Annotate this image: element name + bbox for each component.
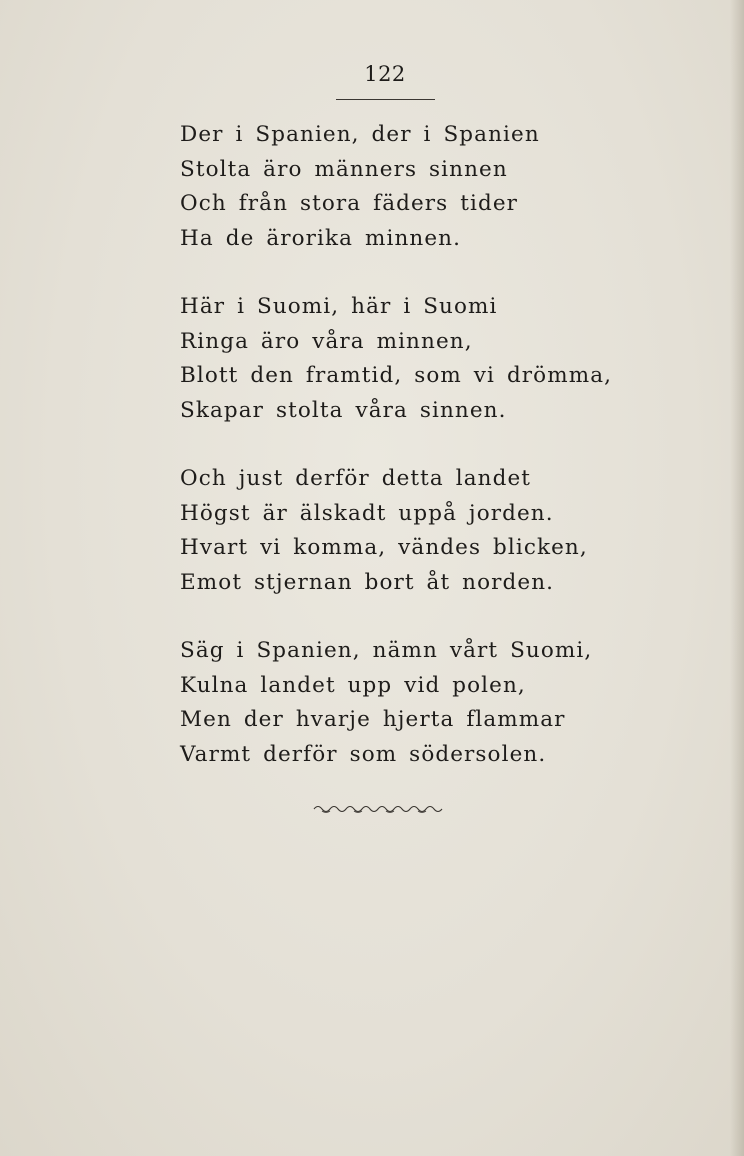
poem xyxy=(180,118,700,806)
page-number: 122 xyxy=(364,62,406,86)
stanza-3 xyxy=(180,462,700,600)
poem-line: Kulna landet upp vid polen, xyxy=(180,672,526,698)
poem-line: Högst är älskadt uppå jorden. xyxy=(180,500,554,526)
stanza-1 xyxy=(180,118,700,256)
poem-line: Varmt derför som södersolen. xyxy=(180,741,547,767)
page-edge-shadow xyxy=(730,0,744,1156)
poem-line: Här i Suomi, här i Suomi xyxy=(180,294,498,319)
poem-line: Skapar stolta våra sinnen. xyxy=(180,397,507,423)
poem-line: Emot stjernan bort åt norden. xyxy=(180,569,555,595)
poem-line: Blott den framtid, som vi drömma, xyxy=(180,363,613,388)
poem-line: Der i Spanien, der i Spanien xyxy=(180,122,540,147)
stanza-4 xyxy=(180,634,700,772)
poem-line: Hvart vi komma, vändes blicken, xyxy=(180,535,588,560)
poem-line: Och just derför detta landet xyxy=(180,466,532,491)
poem-line: Ringa äro våra minnen, xyxy=(180,328,473,354)
stanza-2 xyxy=(180,290,700,428)
header-rule xyxy=(336,99,435,100)
poem-line: Säg i Spanien, nämn vårt Suomi, xyxy=(180,638,593,663)
poem-line: Och från stora fäders tider xyxy=(180,191,519,216)
poem-line: Men der hvarje hjerta flammar xyxy=(180,707,566,732)
wavy-line-ornament-icon xyxy=(312,801,444,817)
poem-line: Ha de ärorika minnen. xyxy=(180,225,462,251)
poem-line: Stolta äro männers sinnen xyxy=(180,156,508,182)
